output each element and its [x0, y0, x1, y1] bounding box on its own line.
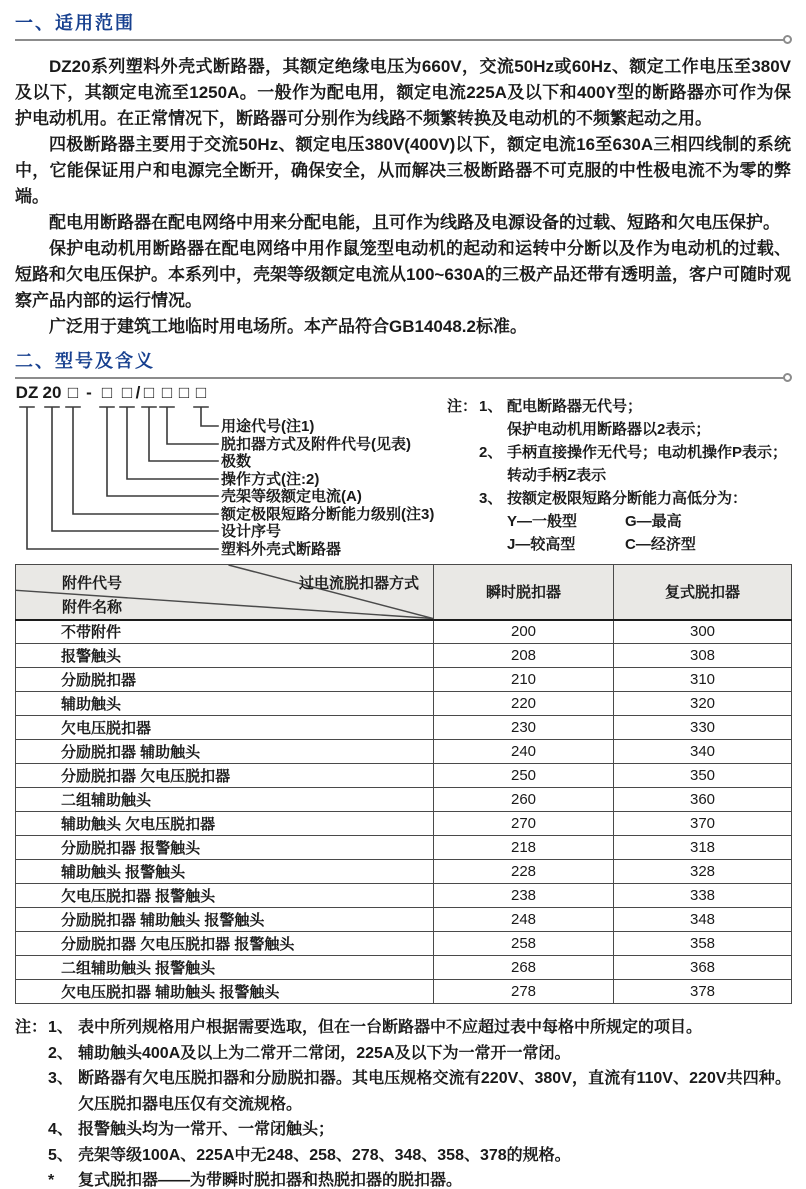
footnote-row [15, 1041, 791, 1067]
footnote-number: * [48, 1172, 55, 1189]
footnotes [15, 1015, 791, 1189]
accessory-name-cell: 分励脱扣器 欠电压脱扣器 [16, 764, 434, 788]
compound-code-cell: 338 [614, 884, 792, 908]
table-row [16, 716, 792, 740]
footnote-text: 报警触头均为一常开、一常闭触头； [78, 1121, 335, 1138]
model-label: 壳架等级额定电流(A) [221, 488, 362, 505]
model-label: 设计序号 [221, 523, 282, 540]
table-row [16, 980, 792, 1004]
side-note-row [447, 418, 787, 441]
compound-code-cell: 378 [614, 980, 792, 1004]
footnote-row [15, 1143, 791, 1169]
footnote-row [15, 1066, 791, 1117]
table-row [16, 740, 792, 764]
table-row [16, 788, 792, 812]
section-rule [15, 39, 791, 41]
grade-c: C—经济型 [625, 536, 696, 553]
model-side-notes [447, 383, 787, 556]
paragraph: 配电用断路器在配电网络中用来分配电能，且可作为线路及电源设备的过载、短路和欠电压保护。 [49, 213, 780, 232]
accessory-name-cell: 不带附件 [16, 620, 434, 644]
compound-code-cell: 358 [614, 932, 792, 956]
compound-code-cell: 310 [614, 668, 792, 692]
column-header-compound: 复式脱扣器 [614, 565, 792, 620]
section-model-title: 二、型号及含义 [15, 351, 155, 371]
side-note-text [507, 510, 682, 533]
accessory-name-cell: 分励脱扣器 报警触头 [16, 836, 434, 860]
compound-code-cell: 350 [614, 764, 792, 788]
side-note-text: 配电断路器无代号； [507, 398, 643, 415]
table-row [16, 932, 792, 956]
footnote-number: 1、 [48, 1019, 73, 1036]
model-area [15, 383, 791, 556]
side-note-row [447, 464, 787, 487]
instant-code-cell: 218 [434, 836, 614, 860]
side-note-text: 按额定极限短路分断能力高低分为： [507, 490, 748, 507]
compound-code-cell: 330 [614, 716, 792, 740]
footnote-text: 复式脱扣器——为带瞬时脱扣器和热脱扣器的脱扣器。 [78, 1172, 463, 1189]
corner-label-release-mode: 过电流脱扣器方式 [298, 575, 419, 592]
compound-code-cell: 348 [614, 908, 792, 932]
footnote-number: 3、 [48, 1070, 73, 1087]
paragraph: 广泛用于建筑工地临时用电场所。本产品符合GB14048.2标准。 [49, 317, 527, 336]
table-row [16, 956, 792, 980]
instant-code-cell: 270 [434, 812, 614, 836]
accessory-name-cell: 欠电压脱扣器 [16, 716, 434, 740]
section-scope-header [15, 12, 791, 41]
compound-code-cell: 320 [614, 692, 792, 716]
instant-code-cell: 230 [434, 716, 614, 740]
footnote-row [15, 1117, 791, 1143]
accessory-name-cell: 分励脱扣器 欠电压脱扣器 报警触头 [16, 932, 434, 956]
table-row [16, 812, 792, 836]
side-note-row [447, 510, 787, 533]
instant-code-cell: 210 [434, 668, 614, 692]
compound-code-cell: 318 [614, 836, 792, 860]
instant-code-cell: 278 [434, 980, 614, 1004]
table-row [16, 836, 792, 860]
model-code-token: □ [143, 383, 155, 402]
instant-code-cell: 220 [434, 692, 614, 716]
section-model-header [15, 350, 791, 379]
instant-code-cell: 208 [434, 644, 614, 668]
paragraph: DZ20系列塑料外壳式断路器，其额定绝缘电压为660V，交流50Hz或60Hz、额定工作电压至380V及以下，其额定电流至1250A。一般作为配电用，额定电流225A及以下和400Y型的断路器亦可作为保护电动机用。在正常情况下，断路器可分别作为线路不频繁转换及电动机的不频繁起动之用。 [15, 57, 791, 128]
column-header-instantaneous: 瞬时脱扣器 [434, 565, 614, 620]
side-note-row [447, 487, 787, 510]
instant-code-cell: 240 [434, 740, 614, 764]
table-row [16, 692, 792, 716]
compound-code-cell: 370 [614, 812, 792, 836]
model-diagram [15, 383, 435, 558]
table-corner-cell [16, 565, 434, 620]
accessory-name-cell: 二组辅助触头 [16, 788, 434, 812]
footnote-number: 2、 [48, 1044, 73, 1062]
instant-code-cell: 238 [434, 884, 614, 908]
side-note-row [447, 441, 787, 464]
accessory-name-cell: 分励脱扣器 [16, 668, 434, 692]
footnote-text: 断路器有欠电压脱扣器和分励脱扣器。其电压规格交流有220V、380V，直流有110V、220V共四种。欠压脱扣器电压仅有交流规格。 [78, 1070, 791, 1113]
model-label: 塑料外壳式断路器 [221, 541, 342, 558]
side-note-number: 1、 [479, 398, 503, 415]
side-note-number: 3、 [479, 490, 503, 507]
compound-code-cell: 300 [614, 620, 792, 644]
instant-code-cell: 200 [434, 620, 614, 644]
model-code-token: DZ [15, 383, 39, 402]
side-note-text: 手柄直接操作无代号；电动机操作P表示； [507, 444, 788, 461]
section-scope-title: 一、适用范围 [15, 13, 135, 33]
model-code-token: - [86, 383, 92, 402]
model-code-token: □ [101, 383, 113, 402]
model-label: 极数 [221, 453, 252, 470]
instant-code-cell: 228 [434, 860, 614, 884]
rule-endcap-circle [783, 373, 792, 382]
accessory-table [15, 564, 792, 1004]
compound-code-cell: 340 [614, 740, 792, 764]
model-label: 用途代号(注1) [221, 418, 315, 435]
compound-code-cell: 360 [614, 788, 792, 812]
model-label: 额定极限短路分断能力级别(注3) [221, 506, 435, 523]
side-note-text: 转动手柄Z表示 [507, 467, 607, 484]
compound-code-cell: 368 [614, 956, 792, 980]
model-code-token: 20 [42, 383, 62, 402]
side-note-row [447, 533, 787, 556]
accessory-name-cell: 分励脱扣器 辅助触头 报警触头 [16, 908, 434, 932]
grade-j: J—较高型 [507, 536, 576, 553]
section-model [15, 350, 791, 556]
instant-code-cell: 260 [434, 788, 614, 812]
instant-code-cell: 248 [434, 908, 614, 932]
model-code-token: □ [121, 383, 133, 402]
model-code-token: □ [195, 383, 207, 402]
side-note-number: 2、 [479, 444, 503, 461]
accessory-name-cell: 辅助触头 欠电压脱扣器 [16, 812, 434, 836]
side-note-row [447, 395, 787, 418]
accessory-name-cell: 二组辅助触头 报警触头 [16, 956, 434, 980]
compound-code-cell: 308 [614, 644, 792, 668]
model-code-token: □ [178, 383, 190, 402]
model-label: 脱扣器方式及附件代号(见表) [221, 436, 411, 453]
table-row [16, 860, 792, 884]
instant-code-cell: 268 [434, 956, 614, 980]
corner-label-accessory-name: 附件名称 [62, 599, 123, 616]
table-header-row [16, 565, 792, 620]
compound-code-cell: 328 [614, 860, 792, 884]
footnote-number: 4、 [48, 1121, 73, 1138]
corner-label-accessory-code: 附件代号 [62, 575, 123, 592]
accessory-name-cell: 辅助触头 [16, 692, 434, 716]
accessory-name-cell: 分励脱扣器 辅助触头 [16, 740, 434, 764]
footnote-text: 辅助触头400A及以上为二常开二常闭，225A及以下为一常开一常闭。 [78, 1044, 571, 1062]
accessory-name-cell: 辅助触头 报警触头 [16, 860, 434, 884]
footnote-number: 5、 [48, 1146, 73, 1164]
model-code-token: □ [161, 383, 173, 402]
side-note-text: 保护电动机用断路器以2表示； [507, 421, 711, 438]
table-row [16, 764, 792, 788]
model-label: 操作方式(注:2) [221, 471, 320, 488]
table-row [16, 908, 792, 932]
footnote-text: 壳架等级100A、225A中无248、258、278、348、358、378的规格。 [78, 1146, 571, 1164]
instant-code-cell: 258 [434, 932, 614, 956]
side-note-prefix: 注： [447, 398, 478, 415]
footnote-row [15, 1015, 791, 1041]
table-row [16, 620, 792, 644]
model-code-token: / [135, 383, 141, 402]
scope-paragraphs [15, 54, 791, 340]
instant-code-cell: 250 [434, 764, 614, 788]
table-row [16, 668, 792, 692]
footnote-text: 表中所列规格用户根据需要选取，但在一台断路器中不应超过表中每格中所规定的项目。 [78, 1019, 703, 1036]
section-rule [15, 377, 791, 379]
table-row [16, 644, 792, 668]
accessory-name-cell: 欠电压脱扣器 报警触头 [16, 884, 434, 908]
footnote-row [15, 1168, 791, 1189]
footnote-prefix: 注： [15, 1019, 48, 1036]
grade-g: G—最高 [625, 513, 682, 530]
paragraph: 四极断路器主要用于交流50Hz、额定电压380V(400V)以下，额定电流16至630A三相四线制的系统中，它能保证用户和电源完全断开，确保安全，从而解决三极断路器不可克服的中性极电流不为零的弊端。 [15, 135, 791, 206]
accessory-name-cell: 报警触头 [16, 644, 434, 668]
accessory-name-cell: 欠电压脱扣器 辅助触头 报警触头 [16, 980, 434, 1004]
grade-y: Y—一般型 [507, 513, 578, 530]
table-row [16, 884, 792, 908]
paragraph: 保护电动机用断路器在配电网络中用作鼠笼型电动机的起动和运转中分断以及作为电动机的过载、短路和欠电压保护。本系列中，壳架等级额定电流从100~630A的三极产品还带有透明盖，客户可随时观察产品内部的运行情况。 [15, 239, 791, 310]
side-note-text [507, 533, 696, 556]
rule-endcap-circle [783, 35, 792, 44]
model-code-token: □ [67, 383, 79, 402]
section-scope [15, 12, 791, 340]
